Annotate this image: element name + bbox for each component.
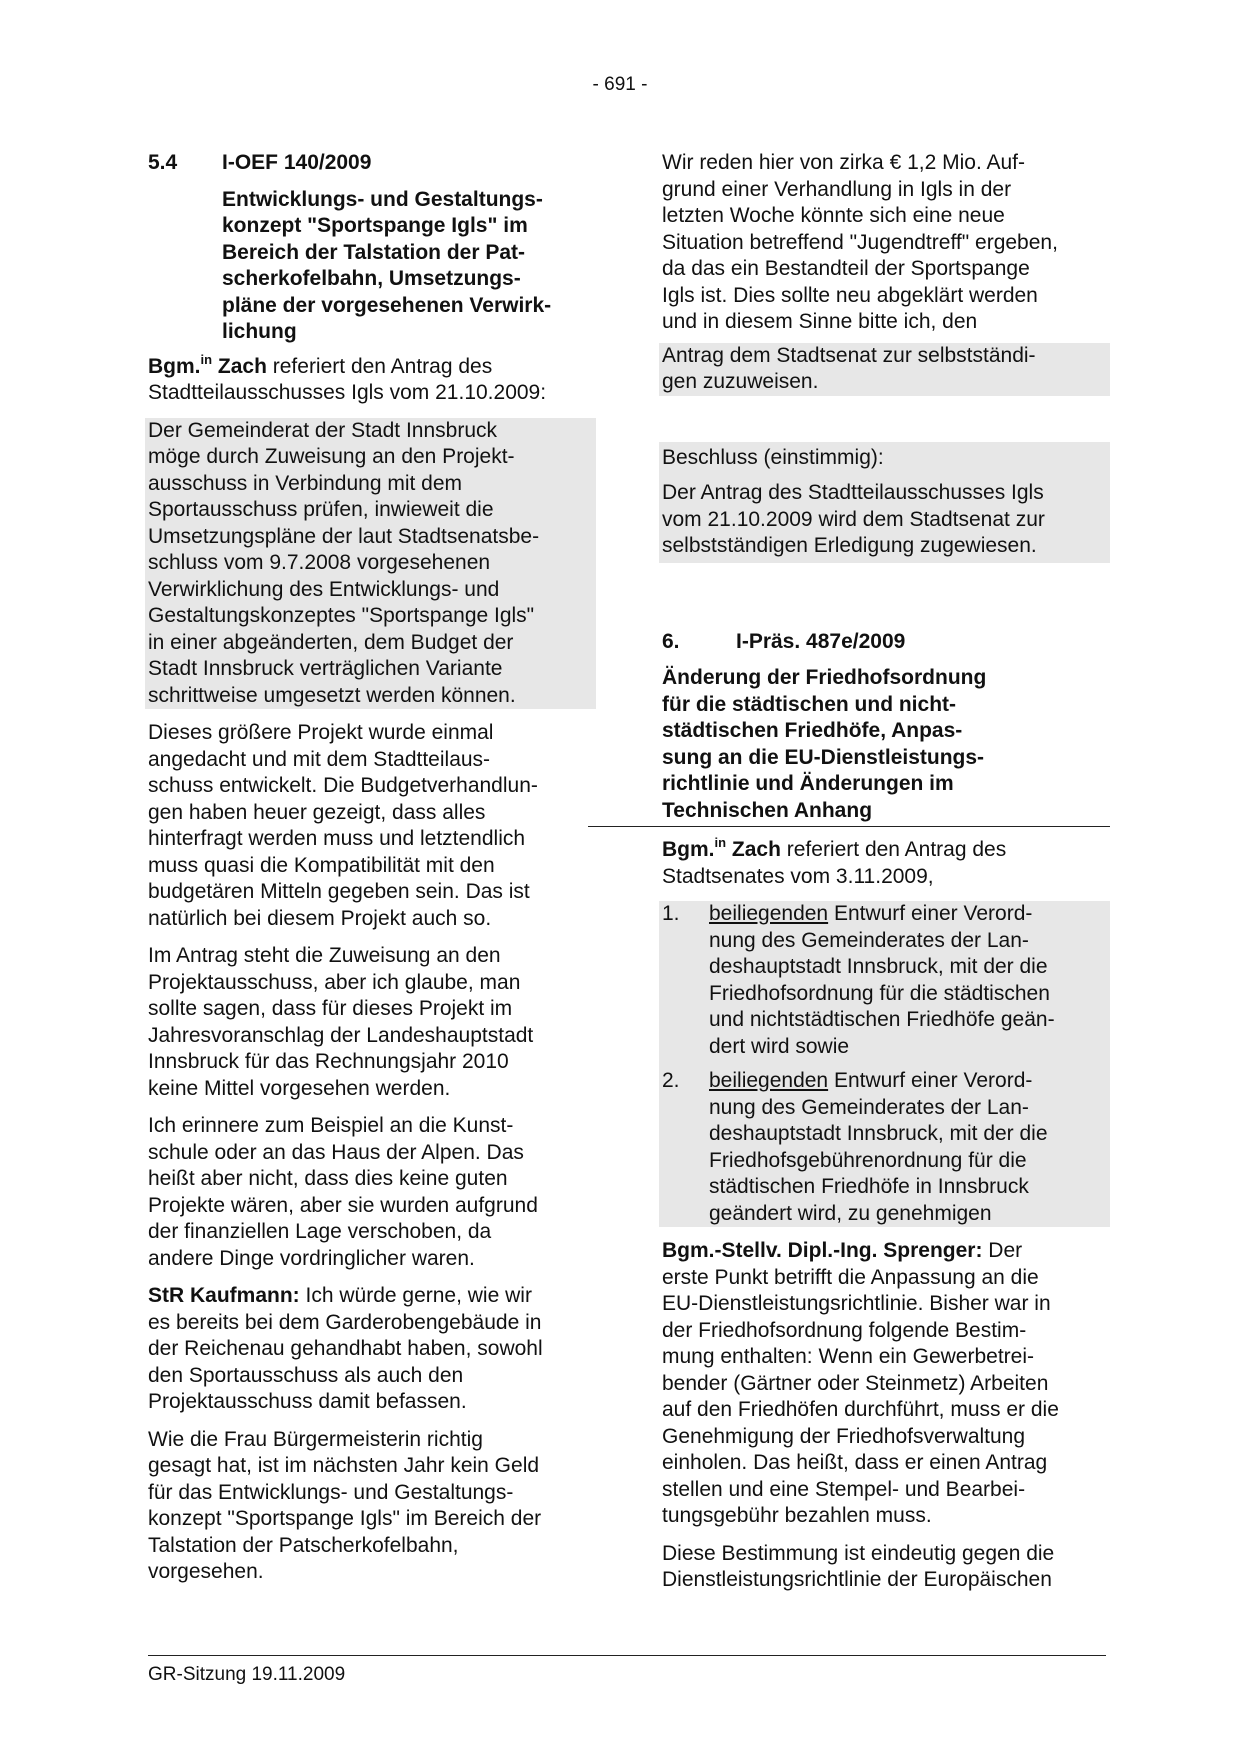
text-line: tungsgebühr bezahlen muss. — [662, 1504, 932, 1527]
right-column — [662, 150, 1106, 1605]
text-line: Friedhofsordnung für die städtischen — [709, 981, 1050, 1005]
text-line: Der — [982, 1239, 1023, 1262]
text-line: erste Punkt betrifft die Anpassung an die — [662, 1265, 1039, 1289]
underlined-text: beiliegenden — [709, 1069, 829, 1092]
text-line: einholen. Das heißt, dass er einen Antrag — [662, 1451, 1048, 1474]
text-line: Umsetzungspläne der laut Stadtsenatsbe- — [148, 524, 540, 548]
intro-text: Stadtsenates vom 3.11.2009, — [662, 864, 934, 888]
text-line: Talstation der Patscherkofelbahn, — [148, 1533, 459, 1557]
text-line: Entwurf einer Verord- — [828, 1069, 1033, 1092]
speaker-sup: in — [714, 835, 727, 850]
section-5-4-heading — [148, 150, 592, 177]
text-line: Igls ist. Dies sollte neu abgeklärt werden — [662, 283, 1038, 307]
text-line: Dienstleistungsrichtlinie der Europäischen — [662, 1568, 1052, 1591]
text-line: Projektausschuss, aber ich glaube, man — [148, 970, 521, 994]
text-line: heißt aber nicht, dass dies keine guten — [148, 1167, 508, 1190]
text-line: Der Antrag des Stadtteilausschusses Igls — [662, 481, 1044, 504]
text-line: der Friedhofsordnung folgende Bestim- — [662, 1318, 1027, 1342]
text-line: natürlich bei diesem Projekt auch so. — [148, 906, 492, 930]
text-line: selbstständigen Erledigung zugewiesen. — [662, 534, 1037, 557]
speaker-title: Bgm. — [662, 838, 715, 861]
section-number: 6. — [662, 629, 680, 653]
text-line: budgetären Mitteln gegeben sein. Das ist — [148, 880, 530, 903]
text-line: da das ein Bestandteil der Sportspange — [662, 257, 1030, 280]
text-line: Innsbruck für das Rechnungsjahr 2010 — [148, 1050, 509, 1073]
text-line: deshauptstadt Innsbruck, mit der die — [709, 1122, 1048, 1145]
text-line: Ich erinnere zum Beispiel an die Kunst- — [148, 1114, 514, 1137]
text-line: Verwirklichung des Entwicklungs- und — [148, 577, 500, 601]
text-line: Diese Bestimmung ist eindeutig gegen die — [662, 1541, 1055, 1565]
text-line: sollte sagen, dass für dieses Projekt im — [148, 997, 513, 1020]
page-footer: GR-Sitzung 19.11.2009 — [148, 1655, 1106, 1689]
text-line: Entwurf einer Verord- — [828, 902, 1033, 925]
title-line: Technischen Anhang — [662, 798, 873, 822]
text-line: letzten Woche könnte sich eine neue — [662, 204, 1005, 227]
text-line: vom 21.10.2009 wird dem Stadtsenat zur — [662, 507, 1045, 531]
title-line: Entwicklungs- und Gestaltungs- — [222, 187, 543, 211]
speaker-paragraph — [662, 1238, 1106, 1530]
list-number: 1. — [662, 902, 680, 925]
title-line: lichung — [222, 320, 297, 343]
list-number: 2. — [662, 1069, 680, 1092]
text-line: vorgesehen. — [148, 1560, 264, 1583]
text-line: auf den Friedhöfen durchführt, muss er die — [662, 1398, 1059, 1421]
text-line: gesagt hat, ist im nächsten Jahr kein Geld — [148, 1454, 540, 1477]
text-line: Sportausschuss prüfen, inwieweit die — [148, 498, 494, 521]
text-line: andere Dinge vordringlicher waren. — [148, 1246, 475, 1270]
text-line: es bereits bei dem Garderobengebäude in — [148, 1310, 542, 1334]
speaker-name: Zach — [731, 838, 781, 861]
text-line: nung des Gemeinderates der Lan- — [709, 928, 1029, 952]
text-line: Der Gemeinderat der Stadt Innsbruck — [148, 418, 498, 442]
intro-paragraph — [148, 351, 592, 407]
text-line: nung des Gemeinderates der Lan- — [709, 1095, 1029, 1119]
section-number: 5.4 — [148, 151, 178, 174]
title-line: pläne der vorgesehenen Verwirk- — [222, 293, 552, 317]
speaker-sup: in — [200, 351, 213, 367]
text-line: gen haben heuer gezeigt, dass alles — [148, 800, 486, 824]
text-line: grund einer Verhandlung in Igls in der — [662, 177, 1012, 201]
text-line: Friedhofsgebührenordnung für die — [709, 1148, 1027, 1172]
beschluss-block — [659, 442, 1110, 563]
intro-text: referiert den Antrag des — [266, 354, 493, 378]
page-number: - 691 - — [592, 74, 648, 95]
intro-text: referiert den Antrag des — [780, 838, 1007, 861]
text-line: städtischen Friedhöfe in Innsbruck — [709, 1175, 1029, 1198]
section-5-4-title — [222, 187, 592, 346]
text-line: schluss vom 9.7.2008 vorgesehenen — [148, 551, 491, 574]
text-line: angedacht und mit dem Stadtteilaus- — [148, 747, 491, 771]
paragraph — [148, 1113, 592, 1272]
text-line: Genehmigung der Friedhofsverwaltung — [662, 1424, 1026, 1448]
paragraph — [662, 1541, 1106, 1594]
speaker-title: Bgm. — [148, 354, 201, 378]
text-line: und in diesem Sinne bitte ich, den — [662, 310, 978, 333]
text-line: Projekte wären, aber sie wurden aufgrund — [148, 1193, 538, 1217]
paragraph — [148, 1427, 592, 1586]
text-line: und nichtstädtischen Friedhöfe geän- — [709, 1008, 1055, 1031]
text-line: deshauptstadt Innsbruck, mit der die — [709, 955, 1048, 978]
paragraph — [148, 720, 592, 932]
text-line: gen zuzuweisen. — [662, 370, 819, 393]
title-line: richtlinie und Änderungen im — [662, 772, 954, 795]
text-line: in einer abgeänderten, dem Budget der — [148, 630, 514, 654]
paragraph — [662, 150, 1106, 336]
speaker-name: StR Kaufmann: — [148, 1284, 300, 1307]
speaker-name: Bgm.-Stellv. Dipl.-Ing. Sprenger: — [662, 1239, 983, 1262]
intro-paragraph — [662, 837, 1106, 890]
text-line: den Sportausschuss als auch den — [148, 1363, 464, 1387]
paragraph — [148, 943, 592, 1102]
title-line: Bereich der Talstation der Pat- — [222, 240, 526, 264]
title-line: sung an die EU-Dienstleistungs- — [662, 745, 985, 769]
antrag-continuation — [659, 343, 1110, 396]
title-line: scherkofelbahn, Umsetzungs- — [222, 267, 521, 290]
text-line: schuss entwickelt. Die Budgetverhandlun- — [148, 774, 538, 797]
title-line: für die städtischen und nicht- — [662, 692, 957, 716]
text-line: Antrag dem Stadtsenat zur selbstständi- — [662, 343, 1036, 367]
numbered-list — [659, 901, 1110, 1227]
speaker-name: Zach — [217, 354, 267, 378]
left-column — [148, 150, 592, 1597]
text-line: Im Antrag steht die Zuweisung an den — [148, 944, 501, 967]
section-code: I-Präs. 487e/2009 — [736, 629, 906, 653]
text-line: bender (Gärtner oder Steinmetz) Arbeiten — [662, 1371, 1049, 1395]
text-line: Gestaltungskonzeptes "Sportspange Igls" — [148, 604, 535, 627]
list-item — [662, 1068, 1106, 1227]
text-line: der Reichenau gehandhabt haben, sowohl — [148, 1337, 543, 1360]
text-line: geändert wird, zu genehmigen — [709, 1201, 992, 1225]
title-line: städtischen Friedhöfe, Anpas- — [662, 719, 963, 742]
text-line: stellen und eine Stempel- und Bearbei- — [662, 1477, 1026, 1501]
text-line: schule oder an das Haus der Alpen. Das — [148, 1140, 524, 1164]
text-line: der finanziellen Lage verschoben, da — [148, 1220, 492, 1243]
text-line: ausschuss in Verbindung mit dem — [148, 471, 463, 495]
list-item — [662, 901, 1106, 1060]
text-line: schrittweise umgesetzt werden können. — [148, 683, 516, 707]
title-line: Änderung der Friedhofsordnung — [662, 666, 987, 689]
text-line: Dieses größere Projekt wurde einmal — [148, 721, 494, 744]
text-line: mung enthalten: Wenn ein Gewerbetrei- — [662, 1345, 1034, 1368]
text-line: Projektausschuss damit befassen. — [148, 1390, 467, 1413]
speaker-paragraph — [148, 1283, 592, 1416]
text-line: möge durch Zuweisung an den Projekt- — [148, 445, 515, 468]
underlined-text: beiliegenden — [709, 902, 829, 925]
text-line: konzept "Sportspange Igls" im Bereich der — [148, 1507, 542, 1530]
text-line: Wir reden hier von zirka € 1,2 Mio. Auf- — [662, 151, 1025, 174]
title-line: konzept "Sportspange Igls" im — [222, 214, 528, 237]
antrag-block — [145, 418, 596, 710]
text-line: Situation betreffend "Jugendtreff" ergeben, — [662, 230, 1058, 254]
text-line: für das Entwicklungs- und Gestaltungs- — [148, 1480, 514, 1504]
section-6-heading — [662, 629, 1106, 656]
text-line: Wie die Frau Bürgermeisterin richtig — [148, 1427, 483, 1451]
beschluss-label: Beschluss (einstimmig): — [662, 445, 884, 469]
text-line: muss quasi die Kompatibilität mit den — [148, 853, 495, 877]
beschluss-text — [662, 480, 1106, 560]
text-line: dert wird sowie — [709, 1034, 850, 1058]
section-code: I-OEF 140/2009 — [222, 151, 372, 174]
text-line: Jahresvoranschlag der Landeshauptstadt — [148, 1023, 534, 1047]
text-line: EU-Dienstleistungsrichtlinie. Bisher war in — [662, 1292, 1051, 1315]
text-line: Stadt Innsbruck verträglichen Variante — [148, 657, 503, 680]
text-line: Ich würde gerne, wie wir — [299, 1284, 532, 1307]
intro-text: Stadtteilausschusses Igls vom 21.10.2009: — [148, 381, 547, 404]
section-6-title — [588, 665, 1110, 827]
text-line: keine Mittel vorgesehen werden. — [148, 1076, 451, 1100]
text-line: hinterfragt werden muss und letztendlich — [148, 827, 526, 850]
